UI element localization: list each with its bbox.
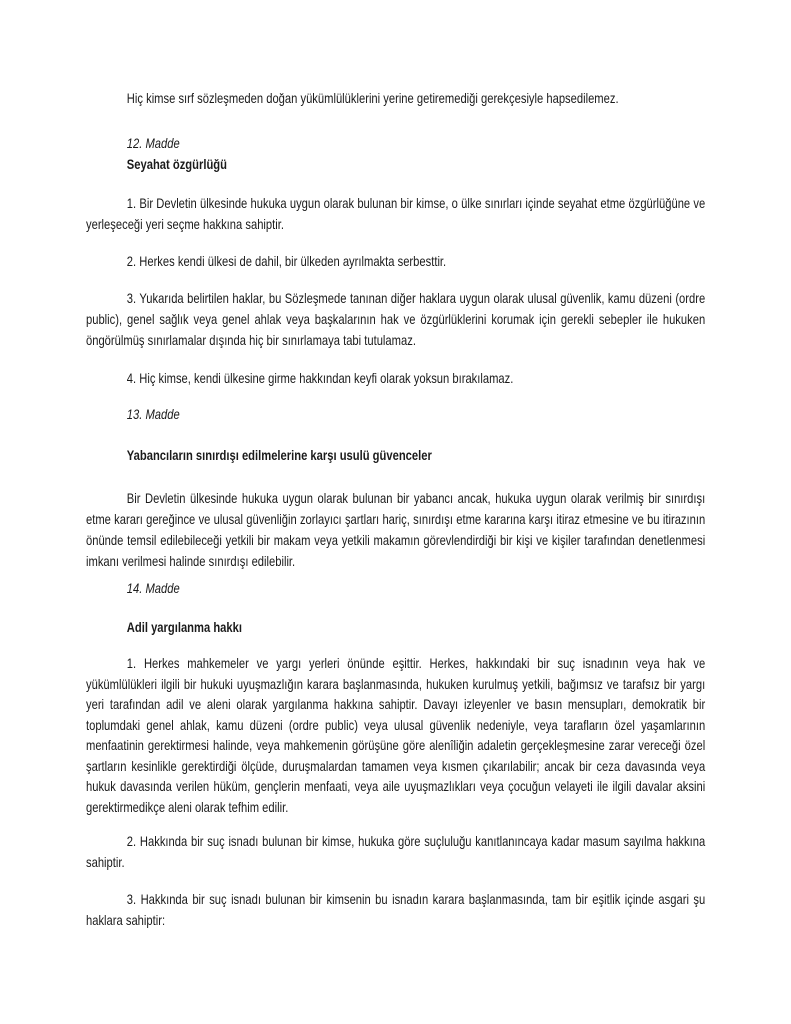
body-paragraph: 2. Herkes kendi ülkesi de dahil, bir ülkeden ayrılmakta serbesttir. xyxy=(126,253,447,269)
body-paragraph: 2. Hakkında bir suç isnadı bulunan bir kimse, hukuka göre suçluluğu kanıtlanıncaya kadar masum sayılma hakkına sahiptir. xyxy=(86,833,706,870)
article-number: 14. Madde xyxy=(126,580,180,596)
article-number: 13. Madde xyxy=(126,406,180,422)
body-paragraph: 1. Bir Devletin ülkesinde hukuka uygun olarak bulunan bir kimse, o ülke sınırları içinde seyahat etme özgürlüğüne ve yerleşeceği yeri seçme hakkına sahiptir. xyxy=(86,195,706,232)
body-paragraph: 3. Hakkında bir suç isnadı bulunan bir kimsenin bu isnadın karara başlanmasında, tam bir eşitlik içinde asgari şu haklara sahiptir: xyxy=(86,891,706,928)
body-paragraph: 3. Yukarıda belirtilen haklar, bu Sözleşmede tanınan diğer haklara uygun olarak ulusal güvenlik, kamu düzeni (ordre public), genel sağlık veya genel ahlak veya başkalarının hak ve özgürlüklerini korumak için gerekli sebepler ile hukuken öngörülmüş sınırlamalar dışında hiç bir sınırlamaya tabi tutulamaz. xyxy=(86,290,706,348)
body-paragraph: 1. Herkes mahkemeler ve yargı yerleri önünde eşittir. Herkes, hakkındaki bir suç isnadının veya hak ve yükümlülükleri ilgili bir hukuki uyuşmazlığın karara başlanmasında, hukuken kurulmuş yetkili, bağımsız ve tarafsız bir yargı yeri tarafından adil ve aleni olarak yargılanma hakkına sahiptir. Davayı izleyenler ve basın mensupları, demokratik bir toplumdaki genel ahlak, kamu düzeni (ordre public) veya ulusal güvenlik nedeniyle, veya tarafların özel yaşamlarının menfaatinin gerektirmesi halinde, veya mahkemenin görüşüne göre alenîliğin adaletin gerçekleşmesine zarar vereceği özel şartların kesinlikle gerektirdiği ölçüde, duruşmalardan tamamen veya kısmen çıkarılabilir; ancak bir ceza davasında veya hukuk davasında verilen hüküm, gençlerin menfaati, veya aile uyuşmazlıkları veya çocuğun velayeti ile ilgili davalar aksini gerektirmedikçe aleni olarak tefhim edilir. xyxy=(86,655,706,815)
body-paragraph: 4. Hiç kimse, kendi ülkesine girme hakkından keyfi olarak yoksun bırakılamaz. xyxy=(126,370,514,386)
document-content xyxy=(86,88,705,931)
body-paragraph: Bir Devletin ülkesinde hukuka uygun olarak bulunan bir yabancı ancak, hukuka uygun olarak verilmiş bir sınırdışı etme kararı gereğince ve ulusal güvenliğin zorlayıcı şartları hariç, sınırdışı etme kararına karşı itiraz etmesine ve bu itirazının önünde temsil edilebileceği yetkili bir makam veya yetkili makamın görevlendirdiği bir kişi ve kişiler tarafından denetlenmesi imkanı verilmesi halinde sınırdışı edilebilir. xyxy=(86,490,706,569)
body-paragraph: Hiç kimse sırf sözleşmeden doğan yükümlülüklerini yerine getiremediği gerekçesiyle hapsedilemez. xyxy=(126,90,619,106)
article-title: Seyahat özgürlüğü xyxy=(126,156,227,172)
article-number: 12. Madde xyxy=(126,135,180,151)
article-title: Yabancıların sınırdışı edilmelerine karşı usulü güvenceler xyxy=(126,447,432,463)
article-title: Adil yargılanma hakkı xyxy=(126,619,242,635)
